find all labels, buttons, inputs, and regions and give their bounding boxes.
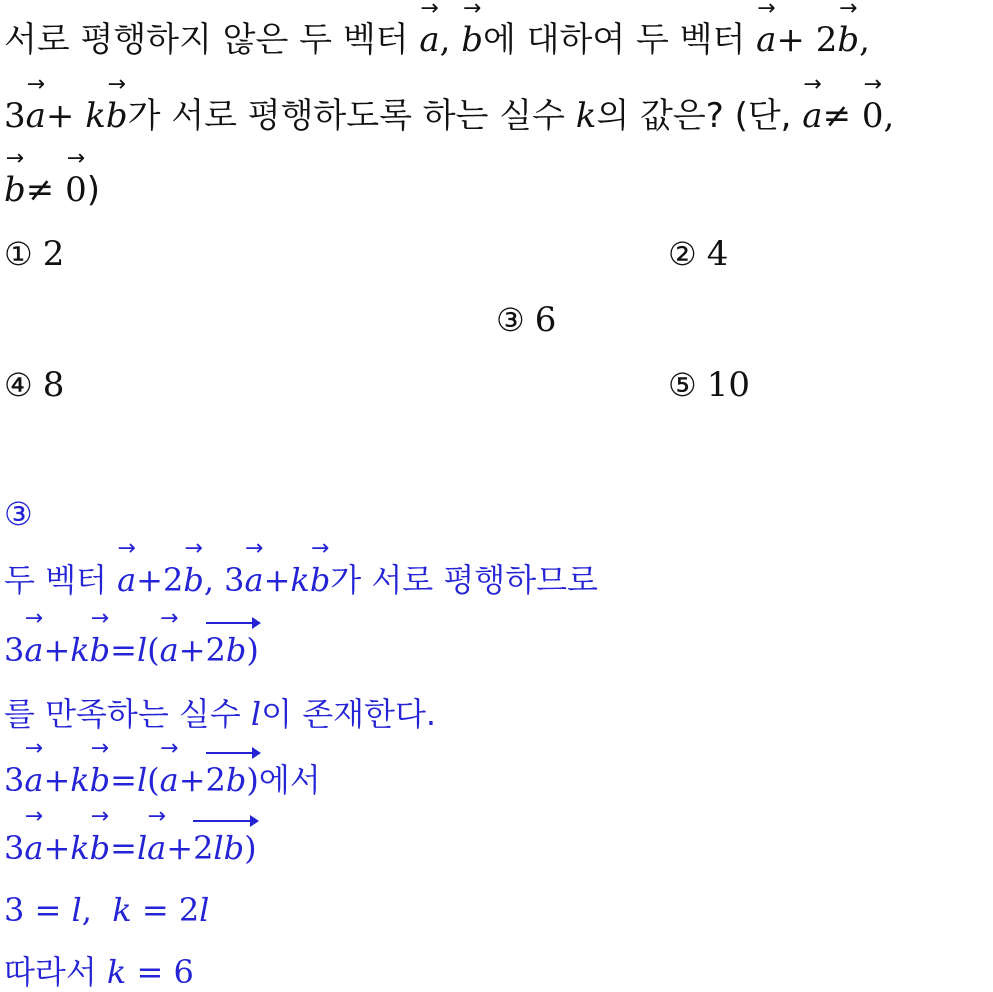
solution-line-3: 를 만족하는 실수 l이 존재한다. bbox=[4, 695, 437, 733]
question-line-1: 서로 평행하지 않은 두 벡터 → a, → b에 대하여 두 벡터 → a+ 2→ b, bbox=[4, 20, 870, 60]
solution-answer: ③ bbox=[4, 495, 33, 533]
choice-1[interactable]: ① 2 bbox=[4, 234, 65, 274]
solution-line-2: 3→ a+k→ b=l(→ a+2b) bbox=[4, 630, 259, 670]
question-line-3: → b≠ → 0) bbox=[4, 170, 100, 210]
solution-line-6: 3 = l, k = 2l bbox=[4, 891, 210, 929]
solution-line-7: 따라서 k = 6 bbox=[4, 953, 194, 991]
choice-3[interactable]: ③ 6 bbox=[496, 300, 557, 340]
solution-line-4: 3→ a+k→ b=l(→ a+2b)에서 bbox=[4, 760, 321, 800]
choice-2[interactable]: ② 4 bbox=[668, 234, 729, 274]
choice-5[interactable]: ⑤ 10 bbox=[668, 365, 750, 405]
solution-line-1: 두 벡터 → a+2→ b, 3→ a+k→ b가 서로 평행하므로 bbox=[4, 560, 598, 600]
solution-line-5: 3→ a+k→ b=l→ a+2lb) bbox=[4, 828, 257, 868]
question-line-2: 3→ a+ k→ b가 서로 평행하도록 하는 실수 k의 값은? (단, → a≠ → 0, bbox=[4, 96, 894, 136]
choice-4[interactable]: ④ 8 bbox=[4, 365, 65, 405]
